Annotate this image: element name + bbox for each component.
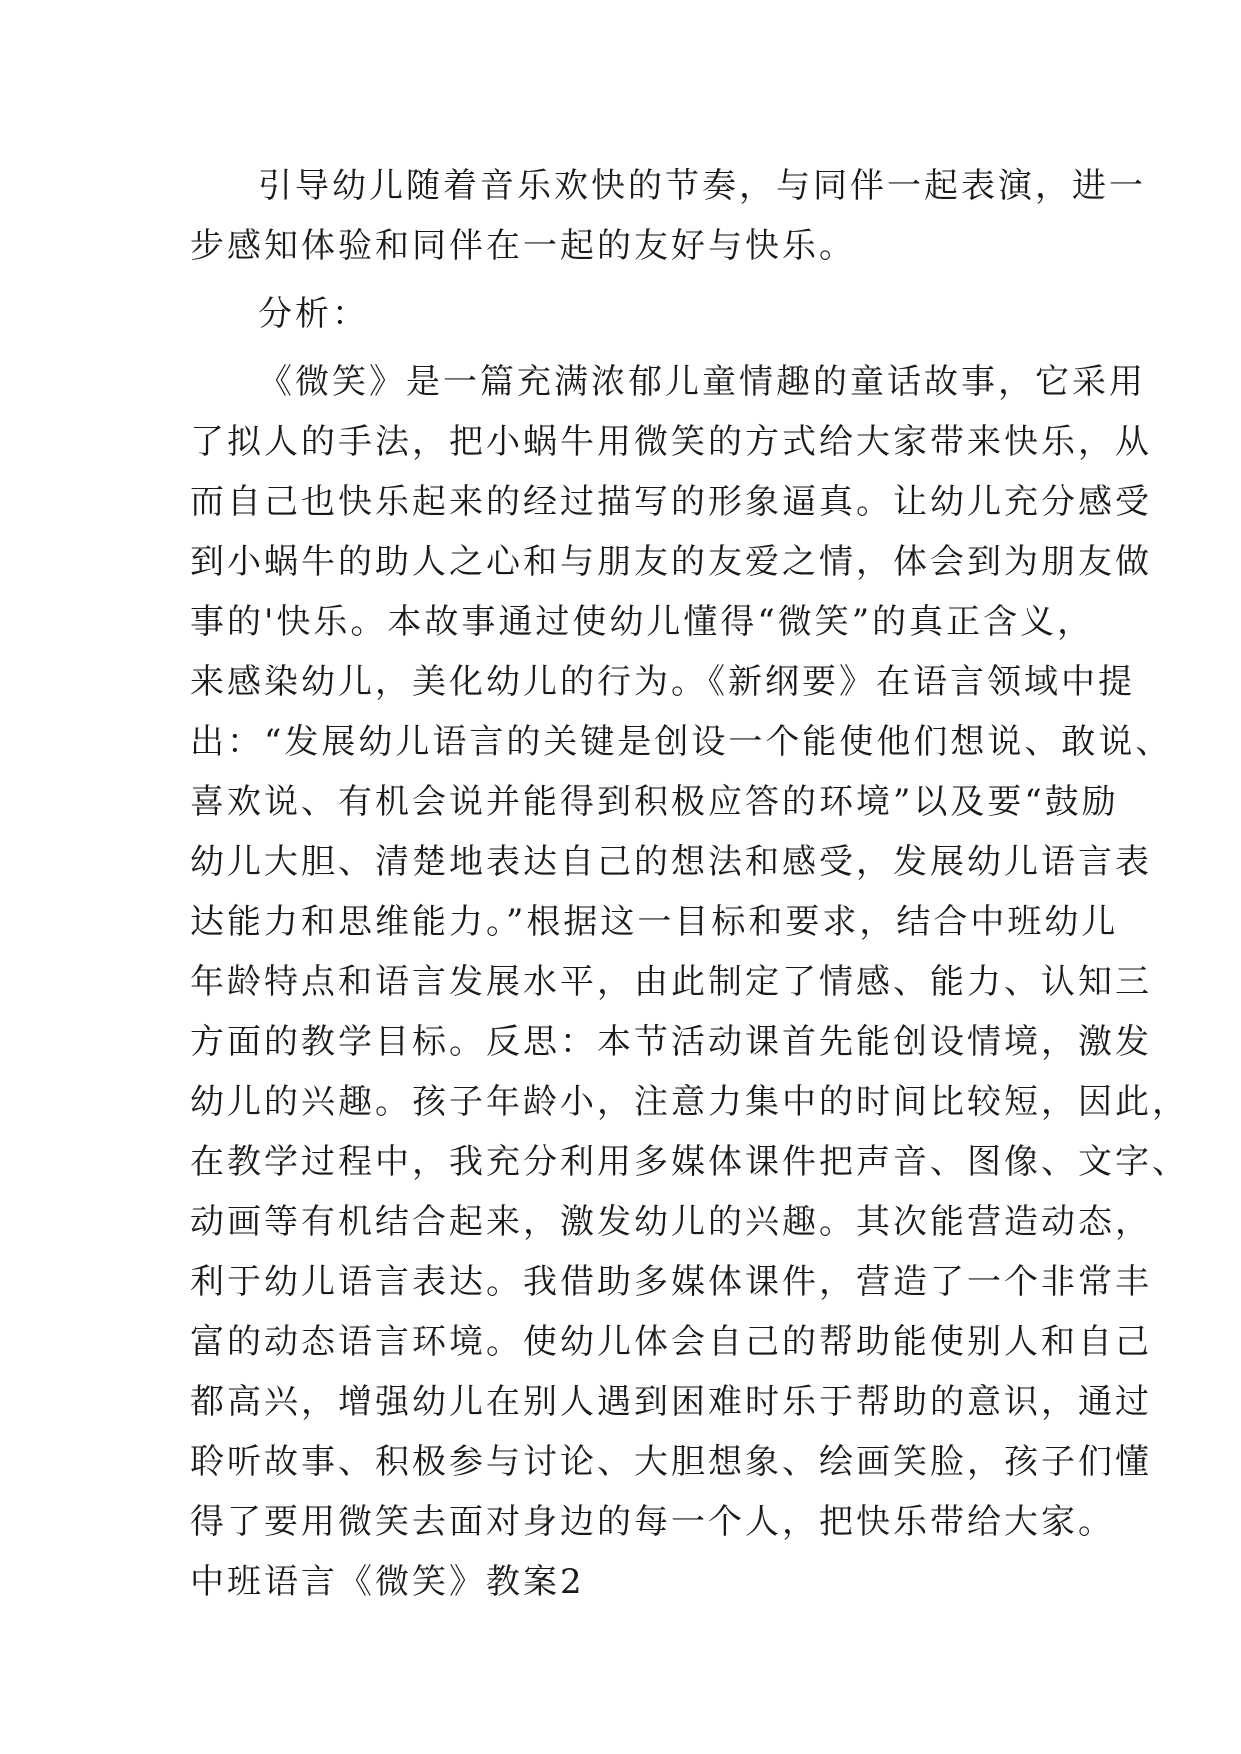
text-line: 出：“发展幼儿语言的关键是创设一个能使他们想说、敢说、 <box>190 722 1173 762</box>
document-body <box>190 156 1189 1612</box>
text-line: 事的'快乐。本故事通过使幼儿懂得“微笑”的真正含义， <box>190 602 1095 642</box>
text-line: 引导幼儿随着音乐欢快的节奏，与同伴一起表演，进一 <box>258 166 1146 206</box>
text-line: 来感染幼儿，美化幼儿的行为。《新纲要》在语言领域中提 <box>190 662 1135 702</box>
text-line: 《微笑》是一篇充满浓郁儿童情趣的童话故事，它采用 <box>258 362 1146 402</box>
text-line: 到小蜗牛的助人之心和与朋友的友爱之情，体会到为朋友做 <box>190 542 1152 582</box>
text-line: 了拟人的手法，把小蜗牛用微笑的方式给大家带来快乐，从 <box>190 422 1152 462</box>
paragraph-analysis-body <box>190 352 1189 1552</box>
text-line: 得了要用微笑去面对身边的每一个人，把快乐带给大家。 <box>190 1502 1115 1542</box>
text-line: 富的动态语言环境。使幼儿体会自己的帮助能使别人和自己 <box>190 1322 1152 1362</box>
text-line: 在教学过程中，我充分利用多媒体课件把声音、图像、文字、 <box>190 1142 1189 1182</box>
text-line: 利于幼儿语言表达。我借助多媒体课件，营造了一个非常丰 <box>190 1262 1152 1302</box>
paragraph-analysis-label <box>190 284 1070 344</box>
paragraph-activity-goal <box>190 156 1146 276</box>
text-line: 喜欢说、有机会说并能得到积极应答的环境”以及要“鼓励 <box>190 782 1119 822</box>
text-line: 而自己也快乐起来的经过描写的形象逼真。让幼儿充分感受 <box>190 482 1152 522</box>
text-line: 方面的教学目标。反思：本节活动课首先能创设情境，激发 <box>190 1022 1152 1062</box>
text-line: 聆听故事、积极参与讨论、大胆想象、绘画笑脸，孩子们懂 <box>190 1442 1152 1482</box>
text-line: 动画等有机结合起来，激发幼儿的兴趣。其次能营造动态， <box>190 1202 1152 1242</box>
text-line: 幼儿大胆、清楚地表达自己的想法和感受，发展幼儿语言表 <box>190 842 1152 882</box>
section-title: 中班语言《微笑》教案2 <box>190 1562 585 1602</box>
text-line: 年龄特点和语言发展水平，由此制定了情感、能力、认知三 <box>190 962 1152 1002</box>
text-line: 达能力和思维能力。”根据这一目标和要求，结合中班幼儿 <box>190 902 1119 942</box>
text-line: 都高兴，增强幼儿在别人遇到困难时乐于帮助的意识，通过 <box>190 1382 1152 1422</box>
text-line: 步感知体验和同伴在一起的友好与快乐。 <box>190 226 856 266</box>
text-line: 分析： <box>258 294 369 334</box>
text-line: 幼儿的兴趣。孩子年龄小，注意力集中的时间比较短，因此， <box>190 1082 1189 1122</box>
